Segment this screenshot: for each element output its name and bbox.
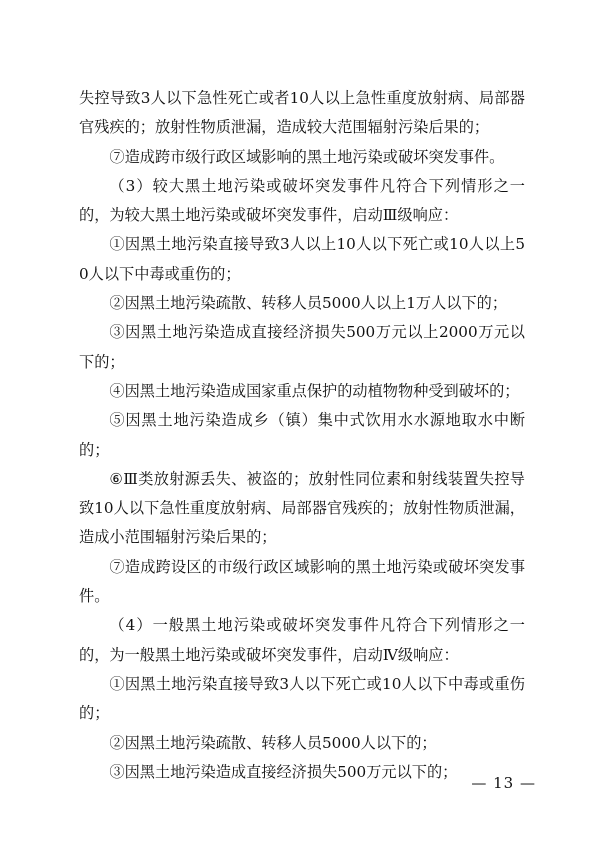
body-text <box>79 84 525 787</box>
paragraph-level-3-item-2: ②因黑土地污染疏散、转移人员5000人以上1万人以下的； <box>109 294 508 313</box>
paragraph-level-3-item-3: ③因黑土地污染造成直接经济损失500万元以上2000万元以下的； <box>79 323 525 371</box>
paragraph-level-3-heading: （3）较大黑土地污染或破坏突发事件凡符合下列情形之一的，为较大黑土地污染或破坏突发事件，启动Ⅲ级响应： <box>79 176 525 225</box>
paragraph-level-3-item-4: ④因黑土地污染造成国家重点保护的动植物物种受到破坏的； <box>109 381 520 400</box>
paragraph-level-4-heading: （4）一般黑土地污染或破坏突发事件凡符合下列情形之一的，为一般黑土地污染或破坏突发事件，启动Ⅳ级响应： <box>79 616 525 664</box>
paragraph-continued-radiation-clause: 失控导致3人以下急性死亡或者10人以上急性重度放射病、局部器官残疾的；放射性物质泄漏，造成较大范围辐射污染后果的； <box>79 89 525 137</box>
paragraph-level-4-item-3: ③因黑土地污染造成直接经济损失500万元以下的； <box>109 762 458 781</box>
paragraph-level-3-item-7: ⑦造成跨设区的市级行政区域影响的黑土地污染或破坏突发事件。 <box>79 557 525 606</box>
paragraph-level-3-item-6: ⑥Ⅲ类放射源丢失、被盗的；放射性同位素和射线装置失控导致10人以下急性重度放射病、局部器官残疾的；放射性物质泄漏，造成小范围辐射污染后果的； <box>79 469 525 547</box>
paragraph-level-3-item-5: ⑤因黑土地污染造成乡（镇）集中式饮用水水源地取水中断的； <box>79 411 525 459</box>
paragraph-level-3-item-1: ①因黑土地污染直接导致3人以上10人以下死亡或10人以上50人以下中毒或重伤的； <box>79 235 525 283</box>
page-number: — 13 — <box>471 774 536 792</box>
paragraph-level-4-item-2: ②因黑土地污染疏散、转移人员5000人以下的； <box>109 733 437 752</box>
paragraph-level-4-item-1: ①因黑土地污染直接导致3人以下死亡或10人以下中毒或重伤的； <box>79 674 525 723</box>
paragraph-item-7-major: ⑦造成跨市级行政区域影响的黑土地污染或破坏突发事件。 <box>109 147 505 166</box>
